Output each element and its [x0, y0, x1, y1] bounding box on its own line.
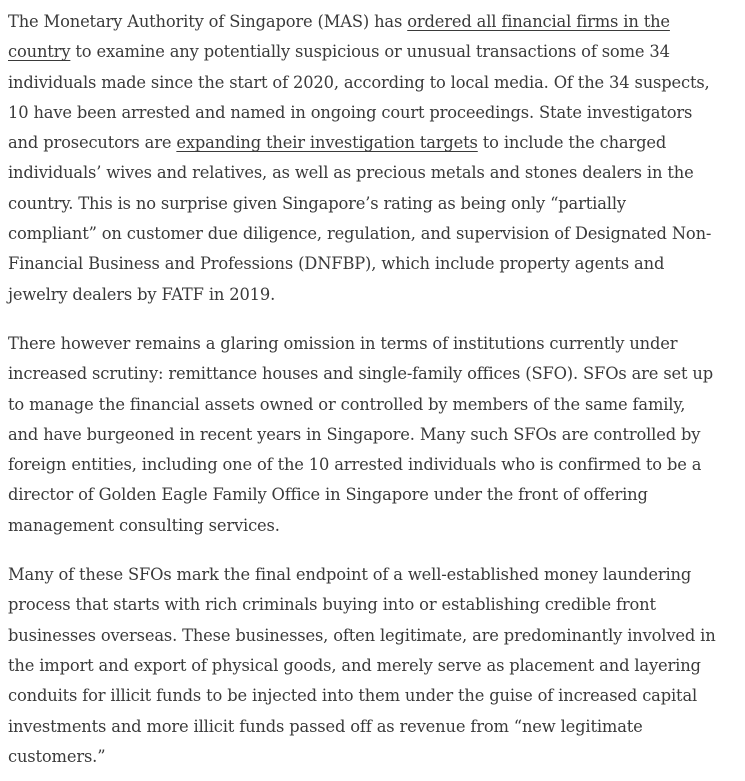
text-line [8, 681, 743, 711]
inline-link[interactable]: expanding their investigation targets [176, 133, 478, 153]
text-segment: process that starts with rich criminals buying into or establishing credible front [8, 595, 656, 615]
text-segment: investments and more illicit funds passed off as revenue from “new legitimate [8, 716, 643, 736]
text-line [8, 68, 743, 98]
text-line [8, 158, 743, 188]
text-segment: individuals made since the start of 2020, according to local media. Of the 34 suspects, [8, 72, 710, 92]
inline-link[interactable]: ordered all financial firms in the [407, 12, 670, 31]
text-line [8, 189, 743, 219]
text-segment: businesses overseas. These businesses, often legitimate, are predominantly involved in [8, 625, 716, 645]
text-line [8, 590, 743, 620]
inline-link[interactable]: country [8, 42, 71, 62]
text-segment: individuals’ wives and relatives, as well as precious metals and stones dealers in the [8, 163, 694, 183]
text-segment: conduits for illicit funds to be injected into them under the guise of increased capital [8, 686, 698, 706]
text-segment: 10 have been arrested and named in ongoing court proceedings. State investigators [8, 102, 693, 122]
text-line [8, 651, 743, 681]
text-line [8, 420, 743, 450]
text-segment: Financial Business and Professions (DNFBP), which include property agents and [8, 254, 665, 274]
text-segment: foreign entities, including one of the 10 arrested individuals who is confirmed to be a [8, 455, 702, 475]
text-line [8, 712, 743, 742]
text-segment: jewelry dealers by FATF in 2019. [8, 284, 276, 304]
text-line [8, 7, 743, 37]
text-line [8, 249, 743, 279]
article-paragraph-3 [8, 560, 743, 772]
text-segment: The Monetary Authority of Singapore (MAS) has [8, 12, 408, 31]
text-segment: compliant” on customer due diligence, regulation, and supervision of Designated Non- [8, 224, 712, 244]
text-line [8, 280, 743, 310]
article-paragraph-1 [8, 7, 743, 310]
text-line [8, 98, 743, 128]
text-line [8, 219, 743, 249]
text-line [8, 480, 743, 510]
text-line [8, 742, 743, 772]
text-line [8, 37, 743, 67]
text-line [8, 511, 743, 541]
text-segment: increased scrutiny: remittance houses and single-family offices (SFO). SFOs are set up [8, 364, 714, 384]
text-line [8, 359, 743, 389]
text-segment: and have burgeoned in recent years in Singapore. Many such SFOs are controlled by [8, 424, 701, 444]
article-paragraph-2 [8, 329, 743, 541]
text-segment: to manage the financial assets owned or controlled by members of the same family, [8, 394, 686, 414]
text-segment: There however remains a glaring omission in terms of institutions currently under [8, 333, 678, 353]
text-segment: to include the charged [477, 133, 667, 153]
text-line [8, 560, 743, 590]
text-segment: management consulting services. [8, 515, 280, 535]
text-segment: director of Golden Eagle Family Office in Singapore under the front of offering [8, 485, 648, 505]
text-segment: country. This is no surprise given Singapore’s rating as being only “partially [8, 193, 626, 213]
text-segment: and prosecutors are [8, 133, 177, 153]
text-segment: Many of these SFOs mark the final endpoint of a well-established money laundering [8, 565, 692, 585]
text-segment: the import and export of physical goods, and merely serve as placement and layering [8, 655, 701, 675]
text-segment: to examine any potentially suspicious or unusual transactions of some 34 [70, 42, 670, 62]
text-segment: customers.” [8, 746, 106, 766]
text-line [8, 128, 743, 158]
text-line [8, 450, 743, 480]
text-line [8, 329, 743, 359]
text-line [8, 621, 743, 651]
text-line [8, 390, 743, 420]
